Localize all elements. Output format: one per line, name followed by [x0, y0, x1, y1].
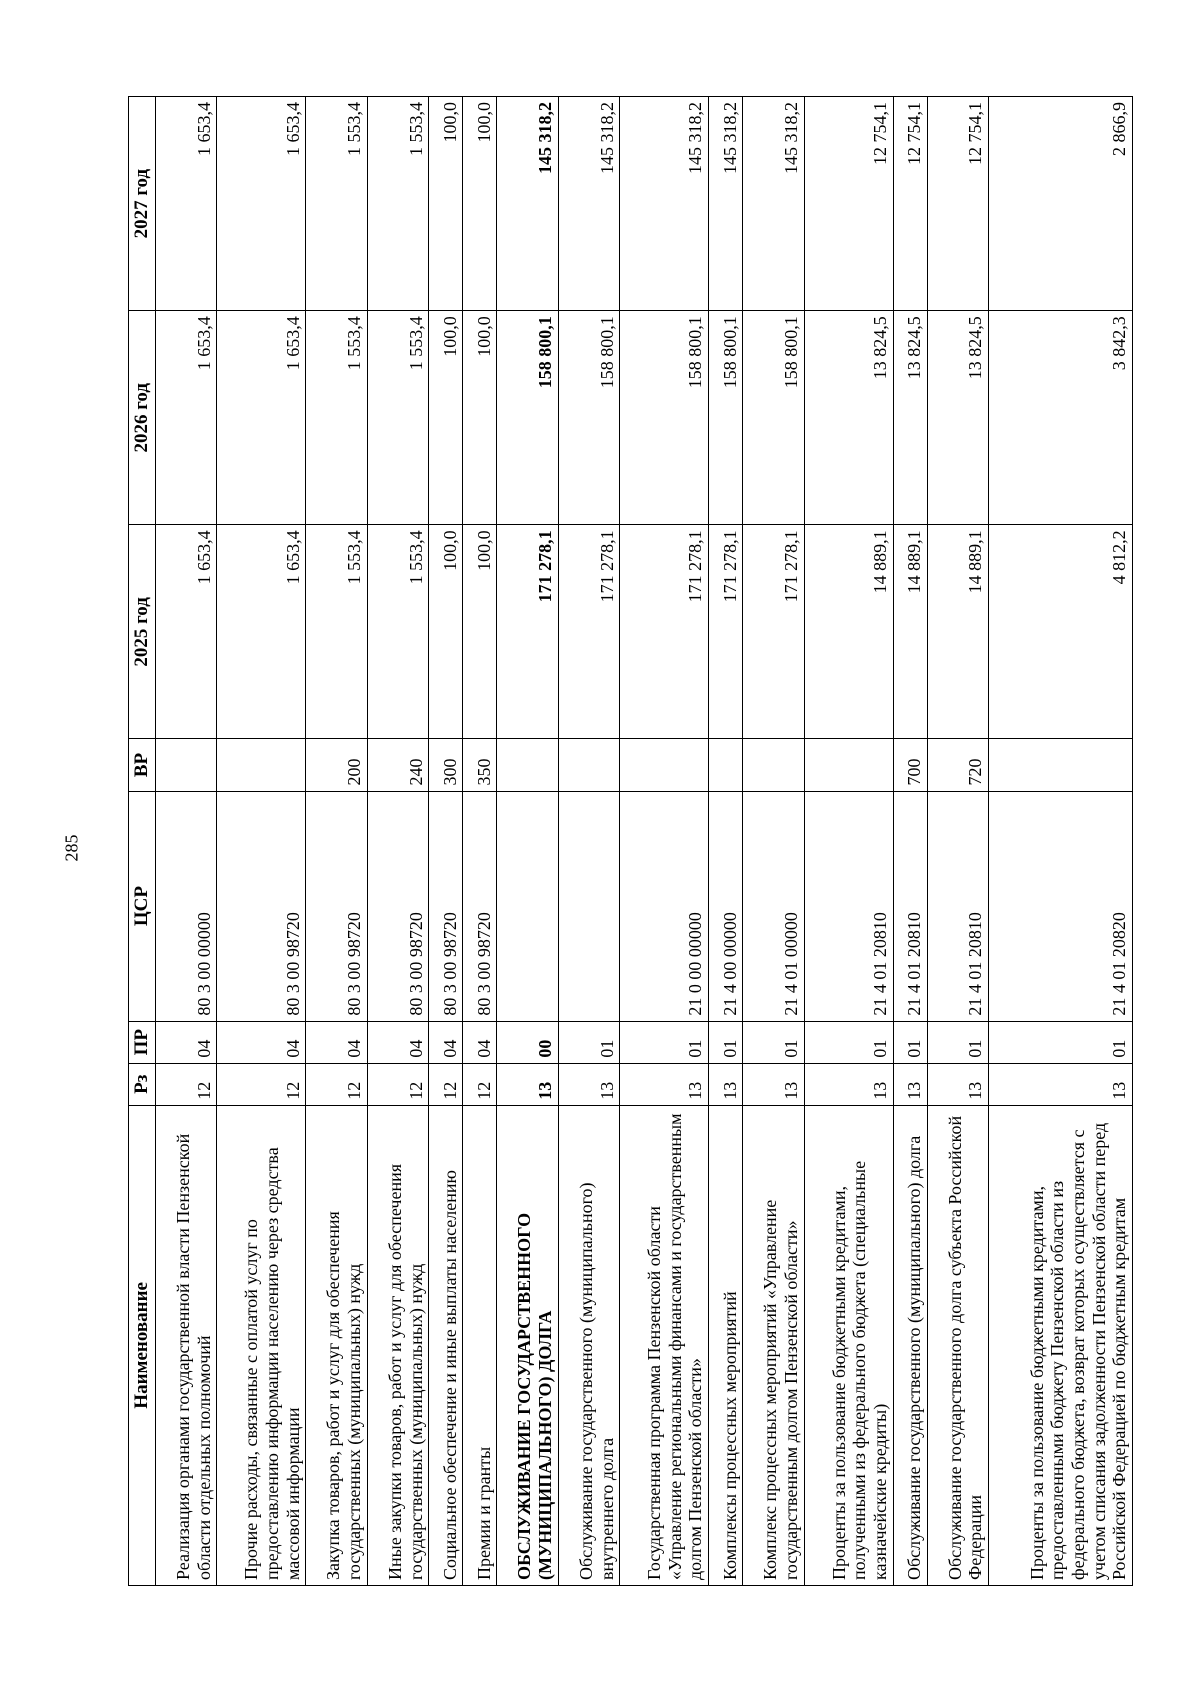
cell-rz: 13 — [804, 1063, 893, 1105]
cell-vr: 700 — [893, 739, 927, 791]
cell-name: Реализация органами государственной власти Пензенской области отдельных полномочий — [155, 1105, 216, 1585]
cell-name: Иные закупки товаров, работ и услуг для обеспечения государственных (муниципальных) нужд — [367, 1105, 428, 1585]
cell-vr — [497, 739, 558, 791]
cell-2027: 1 553,4 — [306, 97, 367, 311]
header-vr: ВР — [129, 739, 156, 791]
cell-2027: 145 318,2 — [620, 97, 709, 311]
cell-pr: 04 — [463, 1021, 497, 1063]
cell-2027: 100,0 — [429, 97, 463, 311]
cell-2027: 145 318,2 — [497, 97, 558, 311]
cell-pr: 00 — [497, 1021, 558, 1063]
cell-csr: 21 4 00 00000 — [709, 791, 743, 1021]
cell-csr — [497, 791, 558, 1021]
cell-2026: 158 800,1 — [558, 311, 619, 525]
cell-2027: 12 754,1 — [804, 97, 893, 311]
table-row — [155, 97, 216, 1586]
cell-name: Обслуживание государственного (муниципального) долга — [893, 1105, 927, 1585]
cell-2025: 171 278,1 — [709, 525, 743, 739]
cell-csr: 80 3 00 98720 — [463, 791, 497, 1021]
cell-csr: 21 0 00 00000 — [620, 791, 709, 1021]
table-row — [306, 97, 367, 1586]
cell-2026: 13 824,5 — [927, 311, 988, 525]
cell-2026: 158 800,1 — [620, 311, 709, 525]
table-row — [217, 97, 306, 1586]
cell-vr — [804, 739, 893, 791]
cell-2025: 1 653,4 — [155, 525, 216, 739]
table-header-row — [129, 97, 156, 1586]
cell-csr: 80 3 00 98720 — [367, 791, 428, 1021]
header-name: Наименование — [129, 1105, 156, 1585]
cell-2026: 1 553,4 — [367, 311, 428, 525]
cell-name: Обслуживание государственного (муниципального) внутреннего долга — [558, 1105, 619, 1585]
cell-name: Государственная программа Пензенской области «Управление региональными финансами и государственным долгом Пензенской области» — [620, 1105, 709, 1585]
cell-2027: 2 866,9 — [989, 97, 1133, 311]
cell-name: Проценты за пользование бюджетными кредитами, полученными из федерального бюджета (специальные казначейские кредиты) — [804, 1105, 893, 1585]
cell-pr: 01 — [989, 1021, 1133, 1063]
cell-pr: 01 — [743, 1021, 804, 1063]
cell-vr: 300 — [429, 739, 463, 791]
table-row — [989, 97, 1133, 1586]
cell-2026: 158 800,1 — [709, 311, 743, 525]
cell-rz: 13 — [497, 1063, 558, 1105]
cell-2027: 145 318,2 — [743, 97, 804, 311]
cell-2026: 3 842,3 — [989, 311, 1133, 525]
cell-vr — [989, 739, 1133, 791]
cell-pr: 01 — [927, 1021, 988, 1063]
cell-rz: 13 — [558, 1063, 619, 1105]
cell-pr: 04 — [367, 1021, 428, 1063]
cell-2027: 12 754,1 — [927, 97, 988, 311]
cell-2025: 1 553,4 — [367, 525, 428, 739]
cell-pr: 01 — [893, 1021, 927, 1063]
cell-2025: 4 812,2 — [989, 525, 1133, 739]
cell-csr: 80 3 00 98720 — [429, 791, 463, 1021]
cell-2026: 100,0 — [463, 311, 497, 525]
header-2026: 2026 год — [129, 311, 156, 525]
cell-pr: 01 — [620, 1021, 709, 1063]
budget-table-container — [128, 96, 1133, 1586]
cell-csr: 21 4 01 20810 — [804, 791, 893, 1021]
cell-vr — [743, 739, 804, 791]
cell-vr — [620, 739, 709, 791]
cell-csr: 80 3 00 00000 — [155, 791, 216, 1021]
cell-name: Комплексы процессных мероприятий — [709, 1105, 743, 1585]
cell-2025: 100,0 — [463, 525, 497, 739]
cell-2026: 13 824,5 — [893, 311, 927, 525]
page-number: 285 — [61, 834, 82, 862]
cell-name: Прочие расходы, связанные с оплатой услуг по предоставлению информации населению через средства массовой информации — [217, 1105, 306, 1585]
cell-2027: 145 318,2 — [558, 97, 619, 311]
cell-csr — [558, 791, 619, 1021]
cell-pr: 04 — [155, 1021, 216, 1063]
cell-rz: 12 — [429, 1063, 463, 1105]
header-2027: 2027 год — [129, 97, 156, 311]
cell-csr: 21 4 01 20810 — [893, 791, 927, 1021]
table-row — [709, 97, 743, 1586]
cell-2025: 100,0 — [429, 525, 463, 739]
cell-csr: 80 3 00 98720 — [217, 791, 306, 1021]
cell-2025: 14 889,1 — [927, 525, 988, 739]
cell-pr: 04 — [306, 1021, 367, 1063]
cell-vr — [709, 739, 743, 791]
cell-rz: 12 — [155, 1063, 216, 1105]
table-row — [367, 97, 428, 1586]
header-rz: Рз — [129, 1063, 156, 1105]
cell-2025: 14 889,1 — [804, 525, 893, 739]
cell-2025: 171 278,1 — [558, 525, 619, 739]
cell-2025: 171 278,1 — [620, 525, 709, 739]
cell-name: Комплекс процессных мероприятий «Управление государственным долгом Пензенской области» — [743, 1105, 804, 1585]
cell-rz: 13 — [989, 1063, 1133, 1105]
table-row — [804, 97, 893, 1586]
cell-rz: 12 — [367, 1063, 428, 1105]
cell-vr: 240 — [367, 739, 428, 791]
cell-rz: 13 — [893, 1063, 927, 1105]
table-row — [893, 97, 927, 1586]
cell-2026: 1 653,4 — [217, 311, 306, 525]
cell-2027: 145 318,2 — [709, 97, 743, 311]
cell-vr — [155, 739, 216, 791]
table-row — [927, 97, 988, 1586]
header-csr: ЦСР — [129, 791, 156, 1021]
cell-rz: 12 — [217, 1063, 306, 1105]
cell-pr: 04 — [217, 1021, 306, 1063]
cell-2027: 1 653,4 — [217, 97, 306, 311]
cell-rz: 12 — [306, 1063, 367, 1105]
cell-vr: 720 — [927, 739, 988, 791]
cell-2027: 1 653,4 — [155, 97, 216, 311]
cell-name: Обслуживание государственного долга субъекта Российской Федерации — [927, 1105, 988, 1585]
cell-rz: 13 — [620, 1063, 709, 1105]
cell-name: Закупка товаров, работ и услуг для обеспечения государственных (муниципальных) нужд — [306, 1105, 367, 1585]
cell-rz: 12 — [463, 1063, 497, 1105]
table-row — [620, 97, 709, 1586]
cell-vr — [558, 739, 619, 791]
cell-name: Премии и гранты — [463, 1105, 497, 1585]
cell-pr: 01 — [558, 1021, 619, 1063]
cell-2026: 158 800,1 — [743, 311, 804, 525]
cell-rz: 13 — [743, 1063, 804, 1105]
cell-vr — [217, 739, 306, 791]
cell-2025: 171 278,1 — [743, 525, 804, 739]
cell-2026: 1 553,4 — [306, 311, 367, 525]
cell-2027: 12 754,1 — [893, 97, 927, 311]
cell-name: Социальное обеспечение и иные выплаты населению — [429, 1105, 463, 1585]
cell-2026: 158 800,1 — [497, 311, 558, 525]
cell-2027: 1 553,4 — [367, 97, 428, 311]
cell-rz: 13 — [709, 1063, 743, 1105]
cell-csr: 21 4 01 20810 — [927, 791, 988, 1021]
header-2025: 2025 год — [129, 525, 156, 739]
table-row — [743, 97, 804, 1586]
cell-vr: 350 — [463, 739, 497, 791]
cell-2026: 100,0 — [429, 311, 463, 525]
table-row — [429, 97, 463, 1586]
cell-pr: 01 — [709, 1021, 743, 1063]
cell-2026: 13 824,5 — [804, 311, 893, 525]
header-pr: ПР — [129, 1021, 156, 1063]
cell-2025: 1 553,4 — [306, 525, 367, 739]
cell-name: ОБСЛУЖИВАНИЕ ГОСУДАРСТВЕННОГО (МУНИЦИПАЛЬНОГО) ДОЛГА — [497, 1105, 558, 1585]
cell-2025: 1 653,4 — [217, 525, 306, 739]
cell-csr: 21 4 01 00000 — [743, 791, 804, 1021]
table-row — [463, 97, 497, 1586]
cell-csr: 80 3 00 98720 — [306, 791, 367, 1021]
cell-2026: 1 653,4 — [155, 311, 216, 525]
cell-rz: 13 — [927, 1063, 988, 1105]
cell-csr: 21 4 01 20820 — [989, 791, 1133, 1021]
budget-table — [128, 96, 1133, 1586]
cell-name: Проценты за пользование бюджетными кредитами, предоставленными бюджету Пензенской области из федерального бюджета, возврат которых осуществляется с учетом списания задолженности Пензенской области перед Российской Федерацией по бюджетным кредитам — [989, 1105, 1133, 1585]
cell-2025: 171 278,1 — [497, 525, 558, 739]
table-row — [558, 97, 619, 1586]
cell-pr: 01 — [804, 1021, 893, 1063]
cell-2025: 14 889,1 — [893, 525, 927, 739]
cell-vr: 200 — [306, 739, 367, 791]
cell-pr: 04 — [429, 1021, 463, 1063]
table-row — [497, 97, 558, 1586]
cell-2027: 100,0 — [463, 97, 497, 311]
